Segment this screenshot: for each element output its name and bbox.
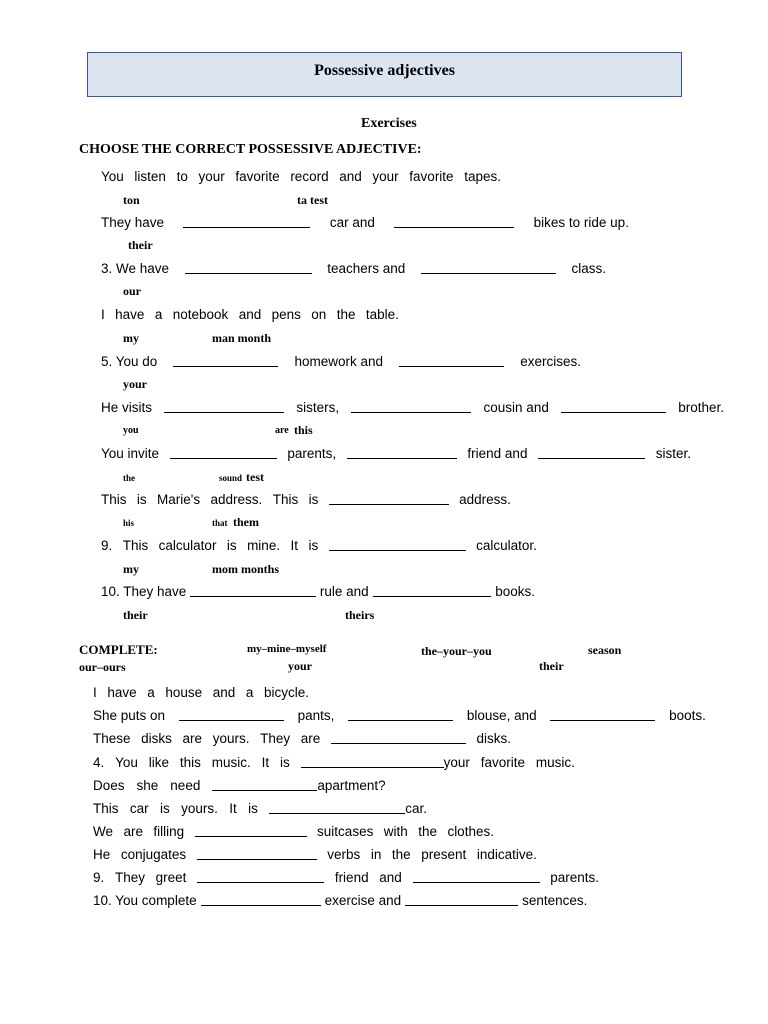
word: have bbox=[115, 307, 145, 322]
word: yours. bbox=[212, 731, 250, 746]
answer-blank[interactable] bbox=[197, 858, 317, 860]
option-label: theirs bbox=[345, 608, 375, 622]
answer-blank[interactable] bbox=[347, 457, 457, 459]
sentence-text: brother. bbox=[678, 400, 724, 415]
option-label: are bbox=[275, 425, 289, 436]
word: bicycle. bbox=[263, 685, 309, 700]
word: a bbox=[245, 685, 254, 700]
complete-item-7 bbox=[93, 825, 494, 839]
word: car. bbox=[405, 801, 427, 816]
word: the bbox=[418, 824, 437, 839]
word: tapes. bbox=[464, 169, 501, 184]
answer-blank[interactable] bbox=[413, 881, 540, 883]
option-label: mom months bbox=[212, 562, 280, 576]
sentence-text: boots. bbox=[669, 708, 706, 723]
word: car bbox=[129, 801, 149, 816]
option-label: that bbox=[212, 518, 228, 528]
answer-blank[interactable] bbox=[183, 226, 310, 228]
word: calculator bbox=[158, 538, 217, 553]
exercise-item-9 bbox=[101, 539, 537, 553]
word: are bbox=[300, 731, 321, 746]
answer-blank[interactable] bbox=[405, 904, 518, 906]
answer-blank[interactable] bbox=[195, 835, 307, 837]
sentence-text: books. bbox=[495, 584, 535, 599]
complete-item-10 bbox=[93, 894, 587, 908]
word: the bbox=[336, 307, 356, 322]
sentence-text: car and bbox=[329, 215, 375, 230]
choice-label: our–ours bbox=[79, 660, 126, 674]
sentence-text: parents, bbox=[287, 446, 337, 461]
word: You bbox=[101, 169, 124, 184]
word: the bbox=[391, 847, 411, 862]
sentence-text: exercise and bbox=[324, 893, 402, 908]
choice-label: your bbox=[288, 659, 312, 673]
word: a bbox=[147, 685, 155, 700]
word: and bbox=[212, 685, 236, 700]
word: is bbox=[160, 801, 170, 816]
answer-blank[interactable] bbox=[301, 766, 444, 768]
word: clothes. bbox=[447, 824, 494, 839]
word: address. bbox=[210, 492, 263, 507]
sentence-text: 10. They have bbox=[101, 584, 187, 599]
word: your bbox=[372, 169, 399, 184]
word: this bbox=[179, 755, 201, 770]
sentence-text: exercises. bbox=[520, 354, 581, 369]
word: disks. bbox=[476, 731, 511, 746]
word bbox=[269, 802, 427, 816]
sentence-text: pants, bbox=[297, 708, 335, 723]
word: This bbox=[272, 492, 299, 507]
word: she bbox=[136, 778, 159, 793]
choice-label: their bbox=[539, 659, 564, 673]
sentence-text: sentences. bbox=[522, 893, 588, 908]
word bbox=[301, 756, 470, 770]
word: It bbox=[290, 538, 299, 553]
word: suitcases bbox=[317, 824, 374, 839]
complete-item-3 bbox=[93, 732, 511, 746]
answer-blank[interactable] bbox=[185, 272, 312, 274]
option-label: ton bbox=[123, 193, 140, 207]
word: 9. bbox=[93, 870, 105, 885]
word: table. bbox=[365, 307, 399, 322]
word: parents. bbox=[550, 870, 599, 885]
word: 9. bbox=[101, 538, 113, 553]
complete-item-2 bbox=[93, 709, 706, 723]
word: I bbox=[93, 685, 97, 700]
word: and bbox=[238, 307, 262, 322]
page-title: Possessive adjectives bbox=[314, 62, 455, 79]
word: 4. bbox=[93, 755, 105, 770]
option-label: my bbox=[123, 562, 139, 576]
answer-blank[interactable] bbox=[190, 595, 316, 597]
word: mine. bbox=[247, 538, 281, 553]
word: favorite bbox=[480, 755, 526, 770]
exercise-item-8 bbox=[101, 493, 511, 507]
option-label: man month bbox=[212, 331, 272, 345]
section1-heading: CHOOSE THE CORRECT POSSESSIVE ADJECTIVE: bbox=[79, 142, 422, 157]
word: These bbox=[93, 731, 131, 746]
word: music. bbox=[211, 755, 251, 770]
word: verbs bbox=[327, 847, 361, 862]
option-label: this bbox=[294, 423, 313, 437]
answer-blank[interactable] bbox=[269, 812, 405, 814]
option-label: our bbox=[123, 284, 141, 298]
word: with bbox=[383, 824, 408, 839]
word: on bbox=[311, 307, 327, 322]
word: house bbox=[165, 685, 203, 700]
word: present bbox=[421, 847, 467, 862]
choice-label: the–your–you bbox=[421, 644, 492, 658]
complete-item-6 bbox=[93, 802, 427, 816]
word: It bbox=[261, 755, 270, 770]
answer-blank[interactable] bbox=[173, 365, 278, 367]
exercise-item-3 bbox=[101, 262, 606, 276]
option-label: test bbox=[246, 470, 264, 484]
answer-blank[interactable] bbox=[179, 719, 284, 721]
word: They bbox=[260, 731, 291, 746]
complete-item-5 bbox=[93, 779, 386, 793]
answer-blank[interactable] bbox=[550, 719, 655, 721]
sentence-text: They have bbox=[101, 215, 165, 230]
word: your bbox=[198, 169, 225, 184]
complete-item-8 bbox=[93, 848, 537, 862]
word: We bbox=[93, 824, 114, 839]
word: need bbox=[170, 778, 201, 793]
word: is bbox=[280, 755, 290, 770]
section2-heading: COMPLETE: bbox=[79, 642, 158, 657]
word: and bbox=[379, 870, 402, 885]
answer-blank[interactable] bbox=[348, 719, 453, 721]
answer-blank[interactable] bbox=[329, 503, 449, 505]
word: disks bbox=[141, 731, 172, 746]
word: You bbox=[115, 755, 138, 770]
word: address. bbox=[459, 492, 511, 507]
exercises-subtitle: Exercises bbox=[361, 116, 417, 131]
complete-item-4 bbox=[93, 756, 575, 770]
sentence-text: friend and bbox=[467, 446, 528, 461]
word: a bbox=[154, 307, 163, 322]
exercise-item-4 bbox=[101, 308, 399, 322]
word: greet bbox=[155, 870, 187, 885]
answer-blank[interactable] bbox=[212, 789, 317, 791]
word: is bbox=[136, 492, 147, 507]
complete-item-1 bbox=[93, 686, 309, 700]
complete-item-9 bbox=[93, 871, 599, 885]
sentence-text: cousin and bbox=[483, 400, 549, 415]
word: are bbox=[123, 824, 143, 839]
word: is bbox=[248, 801, 258, 816]
choice-label: season bbox=[588, 643, 622, 657]
sentence-text: 5. You do bbox=[101, 354, 158, 369]
word: calculator. bbox=[476, 538, 537, 553]
word: is bbox=[308, 538, 319, 553]
sentence-text: bikes to ride up. bbox=[533, 215, 629, 230]
answer-blank[interactable] bbox=[373, 595, 492, 597]
word: in bbox=[370, 847, 382, 862]
sentence-text: blouse, and bbox=[466, 708, 537, 723]
word: Does bbox=[93, 778, 125, 793]
word: music. bbox=[535, 755, 575, 770]
word: is bbox=[226, 538, 237, 553]
choice-label: my–mine–myself bbox=[247, 643, 327, 655]
sentence-text: teachers and bbox=[327, 261, 406, 276]
answer-blank[interactable] bbox=[170, 457, 277, 459]
answer-blank[interactable] bbox=[561, 411, 666, 413]
word: This bbox=[93, 801, 119, 816]
exercise-item-10 bbox=[101, 585, 535, 599]
word: record bbox=[290, 169, 329, 184]
option-label: your bbox=[123, 377, 147, 391]
word: indicative. bbox=[476, 847, 537, 862]
answer-blank[interactable] bbox=[399, 365, 504, 367]
word: apartment? bbox=[317, 778, 386, 793]
word: It bbox=[229, 801, 237, 816]
exercise-item-2 bbox=[101, 216, 629, 230]
exercise-item-1 bbox=[101, 170, 501, 184]
sentence-text: She puts on bbox=[93, 708, 166, 723]
word: conjugates bbox=[120, 847, 187, 862]
word: is bbox=[308, 492, 319, 507]
word: He bbox=[93, 847, 111, 862]
title-box bbox=[87, 52, 682, 97]
word: Marie's bbox=[157, 492, 201, 507]
answer-blank[interactable] bbox=[331, 742, 466, 744]
sentence-text: 10. You complete bbox=[93, 893, 197, 908]
word: pens bbox=[271, 307, 301, 322]
word: They bbox=[114, 870, 145, 885]
word: and bbox=[339, 169, 362, 184]
answer-blank[interactable] bbox=[394, 226, 514, 228]
answer-blank[interactable] bbox=[164, 411, 284, 413]
answer-blank[interactable] bbox=[351, 411, 471, 413]
word: to bbox=[176, 169, 188, 184]
option-label: them bbox=[233, 515, 259, 529]
answer-blank[interactable] bbox=[421, 272, 556, 274]
option-label: you bbox=[123, 425, 139, 436]
word: are bbox=[182, 731, 203, 746]
option-label: his bbox=[123, 518, 135, 528]
word: I bbox=[101, 307, 105, 322]
sentence-text: class. bbox=[571, 261, 606, 276]
word: your bbox=[443, 755, 470, 770]
exercise-item-6 bbox=[101, 401, 724, 415]
word: This bbox=[101, 492, 127, 507]
word: have bbox=[107, 685, 137, 700]
sentence-text: You invite bbox=[101, 446, 160, 461]
sentence-text: rule and bbox=[319, 584, 369, 599]
option-label: my bbox=[123, 331, 139, 345]
answer-blank[interactable] bbox=[201, 904, 321, 906]
word: friend bbox=[334, 870, 369, 885]
sentence-text: homework and bbox=[294, 354, 384, 369]
answer-blank[interactable] bbox=[538, 457, 645, 459]
sentence-text: 3. We have bbox=[101, 261, 170, 276]
sentence-text: He visits bbox=[101, 400, 153, 415]
word: favorite bbox=[409, 169, 454, 184]
exercise-item-5 bbox=[101, 355, 581, 369]
word: This bbox=[122, 538, 149, 553]
answer-blank[interactable] bbox=[329, 549, 466, 551]
option-label: their bbox=[128, 238, 153, 252]
sentence-text: sisters, bbox=[296, 400, 340, 415]
exercise-item-7 bbox=[101, 447, 691, 461]
word: yours. bbox=[181, 801, 218, 816]
option-label: ta test bbox=[297, 193, 328, 207]
sentence-text: sister. bbox=[655, 446, 691, 461]
word: listen bbox=[134, 169, 166, 184]
word: like bbox=[148, 755, 170, 770]
word: favorite bbox=[235, 169, 280, 184]
option-label: their bbox=[123, 608, 148, 622]
option-label: sound bbox=[219, 473, 243, 483]
word: notebook bbox=[172, 307, 229, 322]
word: filling bbox=[153, 824, 185, 839]
option-label: the bbox=[123, 473, 135, 483]
answer-blank[interactable] bbox=[197, 881, 324, 883]
